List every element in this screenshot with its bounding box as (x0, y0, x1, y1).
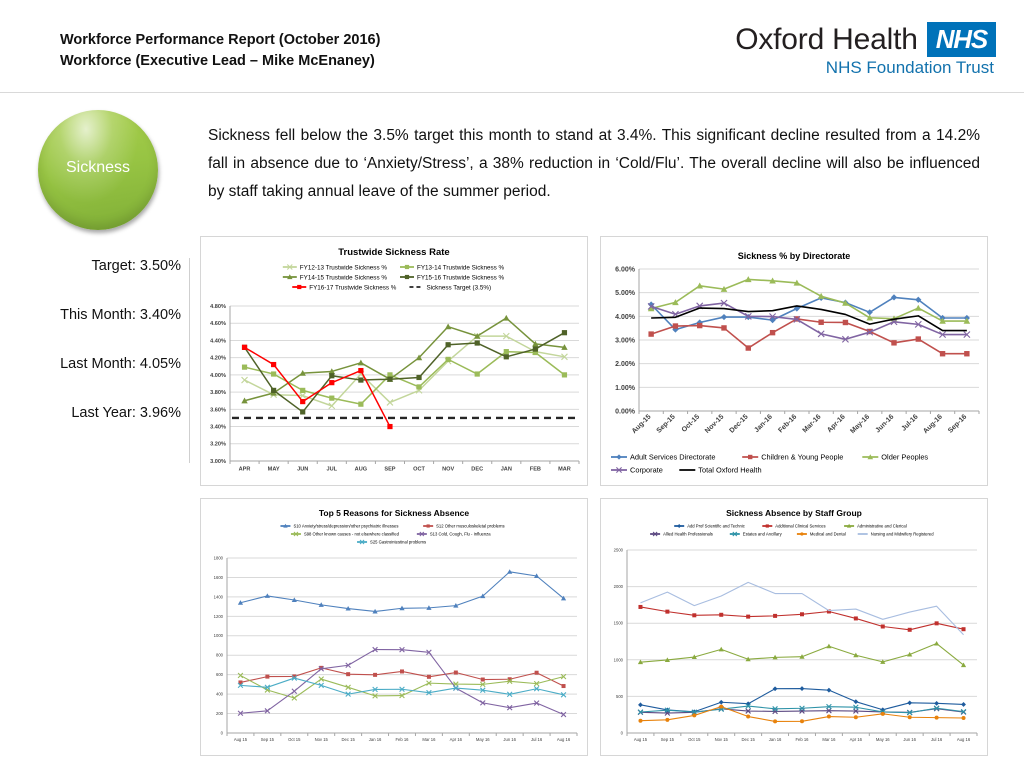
chart-legend (280, 524, 504, 545)
data-point-marker (561, 712, 566, 717)
x-axis-tick-label: Apr 16 (449, 737, 463, 743)
data-point-marker (748, 455, 752, 459)
y-axis-tick-label: 1200 (213, 613, 223, 619)
x-axis-tick-label: Sep-15 (655, 413, 677, 435)
y-axis-tick-label: 1000 (213, 633, 223, 639)
x-axis-tick-label: Sep 15 (260, 737, 275, 743)
series-line (240, 678, 563, 695)
data-point-marker (692, 713, 696, 717)
x-axis-tick-label: SEP (384, 466, 396, 473)
data-point-marker (843, 320, 848, 325)
data-point-marker (881, 624, 885, 628)
x-axis-tick-label: Dec 15 (741, 737, 755, 743)
chart-svg (601, 499, 987, 755)
y-axis-tick-label: 200 (216, 711, 223, 717)
y-axis-tick-label: 4.20% (210, 355, 226, 362)
data-point-marker (746, 715, 750, 719)
x-axis-tick-label: Feb 16 (795, 737, 809, 743)
y-axis-tick-label: 3.00% (615, 337, 635, 345)
x-axis-tick-label: Dec 15 (341, 737, 355, 743)
data-point-marker (800, 719, 804, 723)
chart-title: Top 5 Reasons for Sickness Absence (318, 508, 470, 518)
x-axis-tick-label: Dec-15 (728, 413, 750, 435)
metric-target: Target: 3.50% (91, 258, 181, 274)
y-axis-tick-label: 3.60% (210, 407, 226, 414)
x-axis-tick-label: JUN (297, 466, 309, 473)
x-axis-tick-label: Aug 16 (956, 737, 971, 743)
legend-label: FY13-14 Trustwide Sickness % (417, 264, 505, 272)
x-axis-tick-label: Jul 16 (931, 737, 943, 743)
y-axis-tick-label: 800 (216, 652, 223, 658)
sickness-indicator-label: Sickness (65, 159, 131, 176)
data-point-marker (504, 354, 509, 359)
trust-logo (735, 22, 996, 78)
data-point-marker (329, 396, 334, 401)
legend-label: Total Oxford Health (698, 465, 762, 475)
y-axis-tick-label: 4.00% (615, 313, 635, 321)
legend-label: Allied Health Professionals (663, 531, 713, 537)
data-point-marker (908, 715, 912, 719)
data-point-marker (826, 644, 831, 649)
x-axis-tick-label: DEC (471, 466, 484, 473)
data-point-marker (535, 671, 539, 675)
data-point-marker (533, 346, 538, 351)
data-point-marker (358, 360, 364, 366)
series-line (245, 347, 390, 426)
data-point-marker (648, 331, 653, 336)
data-point-marker (265, 675, 269, 679)
legend-label: S25 Gastrointestinal problems (370, 539, 427, 545)
y-axis-tick-label: 4.60% (210, 321, 226, 328)
data-point-marker (638, 719, 642, 723)
y-axis-tick-label: 0.00% (615, 408, 635, 416)
y-axis-tick-label: 1600 (213, 574, 223, 580)
y-axis-tick-label: 3.00% (210, 458, 226, 465)
data-point-marker (719, 705, 723, 709)
data-point-marker (400, 669, 404, 673)
data-point-marker (827, 688, 832, 693)
data-point-marker (962, 627, 966, 631)
x-axis-tick-label: Sep-16 (947, 413, 969, 435)
data-point-marker (454, 671, 458, 675)
chart-legend (650, 524, 934, 537)
chart-series (638, 704, 966, 715)
data-point-marker (964, 351, 969, 356)
y-axis-tick-label: 600 (216, 672, 223, 678)
legend-label: FY12-13 Trustwide Sickness % (299, 264, 387, 272)
data-point-marker (827, 715, 831, 719)
legend-label: Additional Clinical Services (775, 523, 826, 529)
data-point-marker (818, 293, 825, 299)
trust-name: Oxford Health (735, 22, 918, 56)
legend-label: Sickness Target (3.5%) (426, 284, 492, 292)
y-axis-tick-label: 5.00% (615, 290, 635, 298)
series-line (245, 333, 565, 412)
series-line (640, 582, 963, 634)
data-point-marker (818, 320, 823, 325)
y-axis-tick-label: 2.00% (615, 361, 635, 369)
data-point-marker (665, 718, 669, 722)
data-point-marker (358, 402, 363, 407)
x-axis-tick-label: May 16 (475, 737, 490, 743)
chart-series (638, 641, 966, 667)
data-point-marker (677, 524, 681, 528)
x-axis-tick-label: Jun 16 (903, 737, 916, 743)
data-point-marker (271, 371, 276, 376)
x-axis-tick-label: AUG (354, 466, 368, 473)
narrative-text: Sickness fell below the 3.5% target this month to stand at 3.4%. This significant decline resulted from a 14.2% fall in absence due to ‘Anxiety/Stress’, a 38% reduction in ‘Cold/Flu’. The overall decline will also be influenced by staff taking annual leave of the summer period. (208, 127, 980, 200)
data-point-marker (746, 345, 751, 350)
chart-series (638, 686, 966, 714)
data-point-marker (503, 315, 509, 321)
legend-label: Older Peoples (881, 452, 929, 462)
x-axis-tick-label: FEB (529, 466, 541, 473)
chart-title: Sickness Absence by Staff Group (726, 508, 862, 518)
page-header (0, 0, 1024, 93)
data-point-marker (562, 330, 567, 335)
x-axis-tick-label: Feb-16 (777, 413, 799, 435)
x-axis-tick-label: Aug 15 (233, 737, 248, 743)
y-axis-tick-label: 3.40% (210, 424, 226, 431)
x-axis-tick-label: Jan 16 (368, 737, 382, 743)
chart-series (640, 582, 963, 634)
data-point-marker (446, 342, 451, 347)
y-axis-tick-label: 500 (616, 693, 623, 699)
data-point-marker (300, 388, 305, 393)
data-point-marker (881, 712, 885, 716)
data-point-marker (719, 700, 724, 705)
x-axis-tick-label: May 16 (875, 737, 890, 743)
chart-title: Trustwide Sickness Rate (338, 247, 450, 258)
data-point-marker (940, 351, 945, 356)
sickness-indicator-bubble (38, 110, 158, 230)
data-point-marker (908, 628, 912, 632)
x-axis-tick-label: Nov-15 (703, 413, 726, 435)
data-point-marker (800, 612, 804, 616)
x-axis-tick-label: Oct 15 (688, 737, 701, 743)
x-axis-tick-label: Aug-16 (922, 413, 944, 436)
series-line (245, 336, 565, 406)
data-point-marker (916, 336, 921, 341)
legend-label: FY14-15 Trustwide Sickness % (299, 274, 387, 282)
metric-last-year: Last Year: 3.96% (71, 405, 181, 421)
chart-svg (601, 237, 987, 485)
x-axis-tick-label: Oct-15 (680, 413, 702, 434)
data-point-marker (329, 380, 334, 385)
data-point-marker (719, 613, 723, 617)
data-point-marker (427, 524, 430, 527)
legend-label: FY16-17 Trustwide Sickness % (309, 284, 397, 292)
y-axis-tick-label: 1.00% (615, 384, 635, 392)
page-subtitle: Workforce (Executive Lead – Mike McEnaney) (60, 53, 375, 69)
chart-sickness-absence-by-staff-group (600, 498, 988, 756)
legend-label: FY15-16 Trustwide Sickness % (417, 274, 505, 282)
x-axis-tick-label: JAN (500, 466, 512, 473)
data-point-marker (773, 686, 778, 691)
legend-label: Nursing and Midwifery Registered (870, 531, 934, 537)
x-axis-tick-label: Jun 16 (503, 737, 516, 743)
y-axis-tick-label: 4.40% (210, 338, 226, 345)
data-point-marker (934, 701, 939, 706)
x-axis-tick-label: Mar 16 (422, 737, 436, 743)
data-point-marker (673, 323, 678, 328)
x-axis-tick-label: Jun-16 (874, 413, 896, 435)
data-point-marker (891, 340, 896, 345)
chart-series (238, 666, 565, 688)
legend-label: S13 Cold, Cough, Flu - Influenza (429, 531, 491, 537)
data-point-marker (475, 340, 480, 345)
data-point-marker (773, 719, 777, 723)
y-axis-tick-label: 4.00% (210, 372, 226, 379)
chart-trustwide-sickness-rate (200, 236, 588, 486)
data-point-marker (387, 424, 392, 429)
x-axis-tick-label: APR (238, 466, 251, 473)
data-point-marker (329, 373, 334, 378)
data-point-marker (405, 265, 409, 269)
data-point-marker (300, 409, 305, 414)
x-axis-tick-label: Jan-16 (753, 413, 774, 435)
x-axis-tick-label: Apr-16 (826, 413, 847, 435)
data-point-marker (719, 647, 724, 652)
data-point-marker (507, 569, 512, 574)
data-point-marker (935, 716, 939, 720)
x-axis-tick-label: Aug 16 (556, 737, 571, 743)
x-axis-tick-label: Apr 16 (849, 737, 863, 743)
data-point-marker (271, 362, 276, 367)
data-point-marker (766, 524, 769, 527)
legend-label: S98 Other known causes - not elsewhere classified (303, 531, 399, 537)
legend-label: S12 Other musculoskeletal problems (436, 523, 505, 529)
x-axis-tick-label: Sep 15 (660, 737, 675, 743)
x-axis-tick-label: MAY (267, 466, 280, 473)
legend-label: Add Prof Scientific and Technic (687, 523, 745, 529)
chart-series (238, 569, 566, 613)
y-axis-tick-label: 3.80% (210, 390, 226, 397)
x-axis-tick-label: Oct 15 (288, 737, 301, 743)
y-axis-tick-label: 0 (620, 730, 623, 736)
data-point-marker (387, 377, 392, 382)
chart-series (648, 316, 969, 356)
legend-label: Children & Young People (761, 452, 844, 462)
data-point-marker (616, 454, 621, 459)
chart-series (242, 333, 568, 409)
data-point-marker (854, 616, 858, 620)
y-axis-tick-label: 3.20% (210, 441, 226, 448)
data-point-marker (665, 610, 669, 614)
chart-top5-reasons-for-sickness-absence (200, 498, 588, 756)
chart-legend (283, 264, 505, 291)
x-axis-tick-label: Mar-16 (801, 413, 823, 435)
data-point-marker (405, 275, 409, 279)
data-point-marker (854, 715, 858, 719)
legend-label: Medical and Dental (809, 531, 846, 537)
chart-sickness-by-directorate (600, 236, 988, 486)
chart-svg (201, 237, 587, 485)
y-axis-tick-label: 0 (220, 730, 223, 736)
y-axis-tick-label: 1500 (613, 620, 623, 626)
data-point-marker (773, 614, 777, 618)
data-point-marker (427, 675, 431, 679)
data-point-marker (475, 371, 480, 376)
x-axis-tick-label: JUL (326, 466, 338, 473)
nhs-logo-icon: NHS (927, 22, 996, 57)
data-point-marker (638, 605, 642, 609)
y-axis-tick-label: 2500 (613, 547, 623, 553)
data-point-marker (915, 305, 922, 311)
metric-last-month: Last Month: 4.05% (60, 356, 181, 372)
y-axis-tick-label: 1800 (213, 555, 223, 561)
y-axis-tick-label: 6.00% (615, 266, 635, 274)
data-point-marker (769, 317, 775, 323)
data-point-marker (504, 349, 509, 354)
data-point-marker (800, 532, 803, 535)
x-axis-tick-label: Aug 15 (633, 737, 648, 743)
data-point-marker (416, 375, 421, 380)
x-axis-tick-label: Aug-15 (630, 413, 653, 436)
y-axis-tick-label: 1400 (213, 594, 223, 600)
legend-label: Corporate (630, 465, 663, 475)
x-axis-tick-label: Feb 16 (395, 737, 409, 743)
legend-label: Estates and Ancillary (742, 531, 782, 537)
data-point-marker (721, 314, 727, 320)
data-point-marker (935, 621, 939, 625)
data-point-marker (697, 323, 702, 328)
y-axis-tick-label: 2000 (613, 584, 623, 590)
legend-label: Adult Services Directorate (630, 452, 716, 462)
chart-series (241, 315, 567, 403)
x-axis-tick-label: Jan 16 (768, 737, 782, 743)
data-point-marker (638, 702, 643, 707)
x-axis-tick-label: Jul-16 (900, 413, 920, 433)
data-point-marker (242, 345, 247, 350)
chart-series (638, 705, 965, 724)
data-point-marker (934, 641, 939, 646)
x-axis-tick-label: May-16 (849, 413, 872, 436)
x-axis-tick-label: Nov 15 (314, 737, 328, 743)
data-point-marker (242, 377, 248, 383)
x-axis-tick-label: MAR (558, 466, 571, 473)
data-point-marker (481, 678, 485, 682)
data-point-marker (770, 330, 775, 335)
data-point-marker (692, 613, 696, 617)
data-point-marker (387, 399, 393, 405)
x-axis-tick-label: OCT (413, 466, 425, 473)
data-point-marker (962, 716, 966, 720)
data-point-marker (292, 689, 297, 694)
x-axis-tick-label: Nov 15 (714, 737, 728, 743)
x-axis-tick-label: NOV (442, 466, 455, 473)
data-point-marker (961, 702, 966, 707)
data-point-marker (265, 593, 270, 598)
trust-type-label: NHS Foundation Trust (825, 58, 994, 77)
data-point-marker (297, 285, 301, 289)
x-axis-tick-label: Mar 16 (822, 737, 836, 743)
data-point-marker (373, 673, 377, 677)
data-point-marker (358, 368, 363, 373)
chart-svg (201, 499, 587, 755)
data-point-marker (271, 388, 276, 393)
chart-title: Sickness % by Directorate (737, 251, 851, 261)
legend-label: Administrative and Clerical (857, 523, 907, 529)
data-point-marker (562, 684, 566, 688)
data-point-marker (445, 323, 451, 329)
data-point-marker (300, 399, 305, 404)
report-title-block (60, 30, 380, 72)
data-point-marker (853, 699, 858, 704)
key-metrics-list (20, 258, 190, 463)
y-axis-tick-label: 400 (216, 691, 223, 697)
data-point-marker (800, 686, 805, 691)
x-axis-tick-label: Jul 16 (531, 737, 543, 743)
data-point-marker (746, 615, 750, 619)
metric-this-month: This Month: 3.40% (60, 307, 181, 323)
data-point-marker (907, 700, 912, 705)
data-point-marker (242, 365, 247, 370)
data-point-marker (446, 357, 451, 362)
chart-legend (611, 453, 928, 475)
page-title: Workforce Performance Report (October 2016) (60, 32, 381, 48)
data-point-marker (416, 384, 421, 389)
data-point-marker (346, 672, 350, 676)
data-point-marker (562, 372, 567, 377)
chart-series (638, 605, 965, 632)
data-point-marker (358, 377, 363, 382)
y-axis-tick-label: 4.80% (210, 303, 226, 310)
legend-label: S10 Anxiety/stress/depression/other psychiatric illnesses (293, 523, 399, 529)
y-axis-tick-label: 1000 (613, 657, 623, 663)
data-point-marker (721, 325, 726, 330)
data-point-marker (238, 673, 243, 678)
